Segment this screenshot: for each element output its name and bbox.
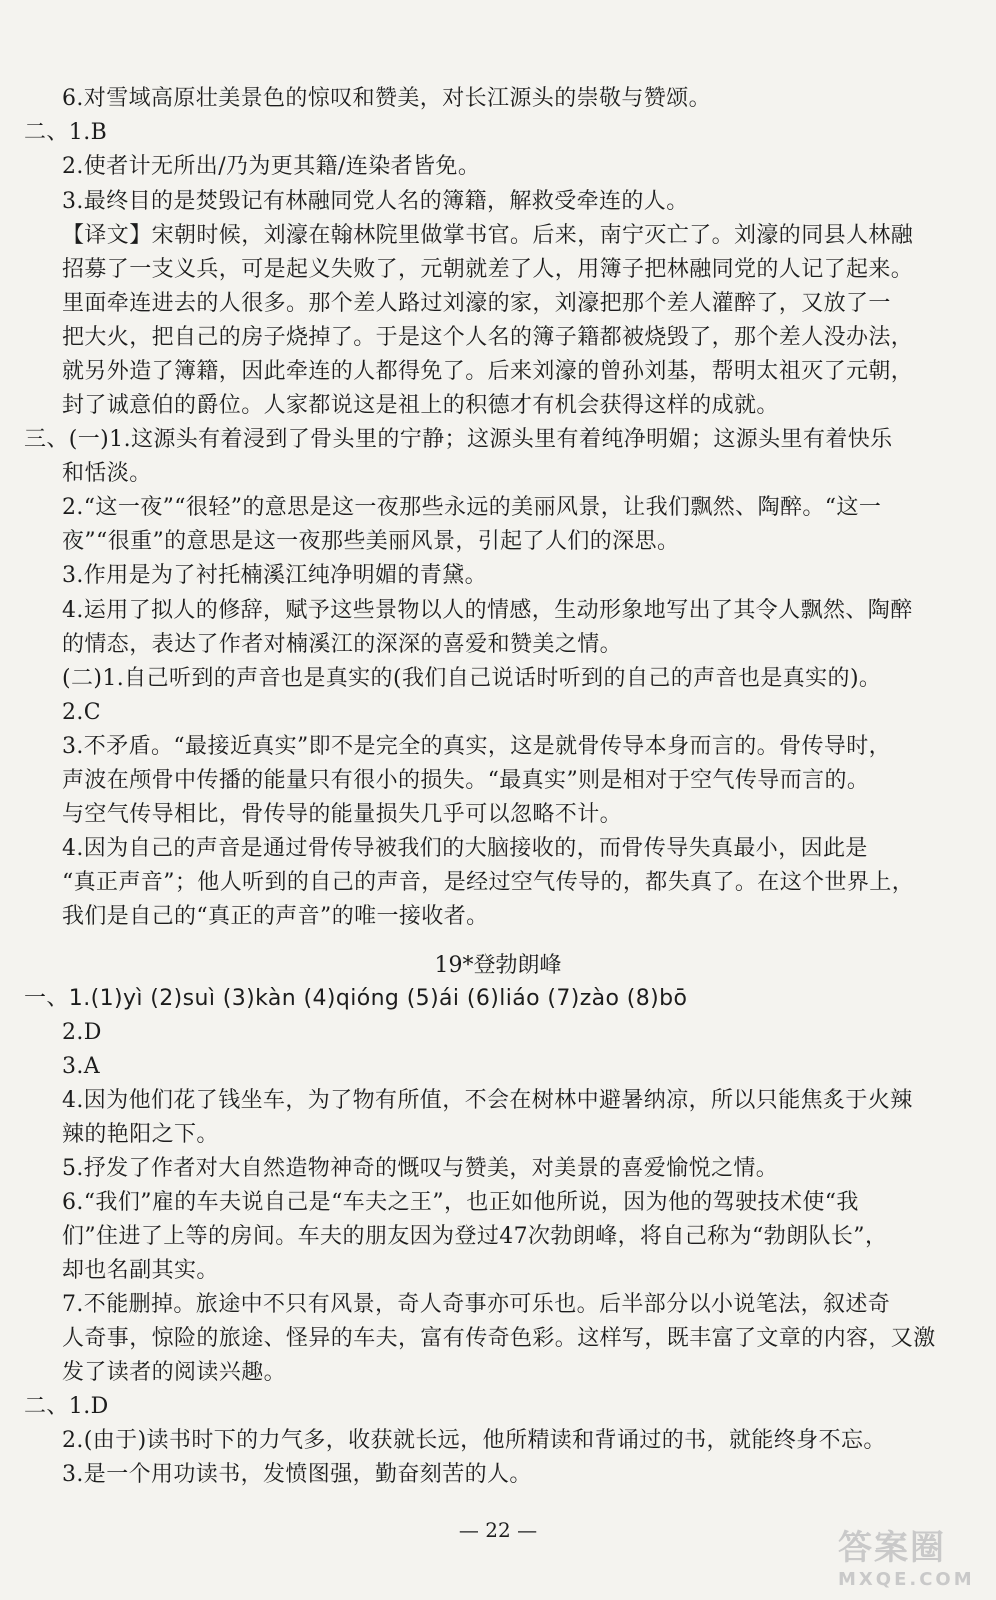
answer-line: 2.“这一夜”“很轻”的意思是这一夜那些永远的美丽风景，让我们飘然、陶醉。“这一 — [62, 495, 882, 520]
answer-line: 6.对雪域高原壮美景色的惊叹和赞美，对长江源头的崇敬与赞颂。 — [62, 86, 711, 111]
answer-line: 7.不能删掉。旅途中不只有风景，奇人奇事亦可乐也。后半部分以小说笔法，叙述奇 — [62, 1292, 891, 1317]
answer-line: 的情态，表达了作者对楠溪江的深深的喜爱和赞美之情。 — [62, 632, 623, 657]
section-heading: 三、(一)1.这源头有着浸到了骨头里的宁静；这源头里有着纯净明媚；这源头里有着快乐 — [24, 427, 893, 452]
translation-line: 就另外造了簿籍，因此牵连的人都得免了。后来刘濠的曾孙刘基，帮明太祖灭了元朝， — [62, 359, 914, 384]
watermark-logo — [838, 1520, 978, 1590]
section-heading: 二、1.D — [24, 1394, 109, 1419]
answer-line: 3.是一个用功读书，发愤图强，勤奋刻苦的人。 — [62, 1462, 532, 1487]
answer-line: 们”住进了上等的房间。车夫的朋友因为登过47次勃朗峰，将自己称为“勃朗队长”， — [62, 1224, 888, 1249]
answer-line: 夜”“很重”的意思是这一夜那些美丽风景，引起了人们的深思。 — [62, 529, 680, 554]
answer-line: 5.抒发了作者对大自然造物神奇的慨叹与赞美，对美景的喜爱愉悦之情。 — [62, 1156, 779, 1181]
answer-line: 声波在颅骨中传播的能量只有很小的损失。“最真实”则是相对于空气传导而言的。 — [62, 768, 870, 793]
answer-line: 和恬淡。 — [62, 461, 152, 486]
translation-line: 【译文】宋朝时候，刘濠在翰林院里做掌书官。后来，南宁灭亡了。刘濠的同县人林融 — [62, 223, 914, 248]
answer-line: “真正声音”；他人听到的自己的声音，是经过空气传导的，都失真了。在这个世界上， — [62, 870, 915, 895]
answer-line: 却也名副其实。 — [62, 1258, 219, 1283]
answer-line: 2.C — [62, 700, 102, 725]
page-number: — 22 — — [458, 1518, 538, 1542]
translation-line: 里面牵连进去的人很多。那个差人路过刘濠的家，刘濠把那个差人灌醉了，又放了一 — [62, 291, 891, 316]
section-heading: 二、1.B — [24, 120, 108, 145]
answer-line: 6.“我们”雇的车夫说自己是“车夫之王”，也正如他所说，因为他的驾驶技术使“我 — [62, 1190, 859, 1215]
answer-line: 3.不矛盾。“最接近真实”即不是完全的真实，这是就骨传导本身而言的。骨传导时， — [62, 734, 892, 759]
translation-line: 封了诚意伯的爵位。人家都说这是祖上的积德才有机会获得这样的成就。 — [62, 393, 779, 418]
answer-line: 3.A — [62, 1054, 101, 1079]
answer-line: 我们是自己的“真正的声音”的唯一接收者。 — [62, 904, 489, 929]
section-title: 19*登勃朗峰 — [434, 953, 562, 978]
answer-line: 3.作用是为了衬托楠溪江纯净明媚的青黛。 — [62, 563, 487, 588]
answer-line: 发了读者的阅读兴趣。 — [62, 1360, 287, 1385]
translation-line: 招募了一支义兵，可是起义失败了，元朝就差了人，用簿子把林融同党的人记了起来。 — [62, 257, 914, 282]
translation-line: 把大火，把自己的房子烧掉了。于是这个人名的簿子籍都被烧毁了，那个差人没办法， — [62, 325, 914, 350]
pinyin-answer-line: 一、1.(1)yì (2)suì (3)kàn (4)qióng (5)ái (6)liáo (7)zào (8)bō — [24, 986, 688, 1011]
answer-line: 4.因为他们花了钱坐车，为了物有所值，不会在树林中避暑纳凉，所以只能焦炙于火辣 — [62, 1088, 913, 1113]
answer-line: 2.D — [62, 1020, 102, 1045]
answer-line: 与空气传导相比，骨传导的能量损失几乎可以忽略不计。 — [62, 802, 623, 827]
answer-line: 4.运用了拟人的修辞，赋予这些景物以人的情感，生动形象地写出了其令人飘然、陶醉 — [62, 598, 913, 623]
answer-line: 人奇事，惊险的旅途、怪异的车夫，富有传奇色彩。这样写，既丰富了文章的内容，又激 — [62, 1326, 936, 1351]
answer-line: 4.因为自己的声音是通过骨传导被我们的大脑接收的，而骨传导失真最小，因此是 — [62, 836, 868, 861]
answer-line: 3.最终目的是焚毁记有林融同党人名的簿籍，解救受牵连的人。 — [62, 189, 689, 214]
watermark-url: MXQE.COM — [838, 1569, 975, 1590]
answer-line: 2.(由于)读书时下的力气多，收获就长远，他所精读和背诵过的书，就能终身不忘。 — [62, 1428, 886, 1453]
watermark-text: 答案圈 — [838, 1528, 946, 1568]
answer-line: 辣的艳阳之下。 — [62, 1122, 219, 1147]
answer-line: 2.使者计无所出/乃为更其籍/连染者皆免。 — [62, 154, 481, 179]
answer-line: (二)1.自己听到的声音也是真实的(我们自己说话时听到的自己的声音也是真实的)。 — [62, 666, 882, 691]
